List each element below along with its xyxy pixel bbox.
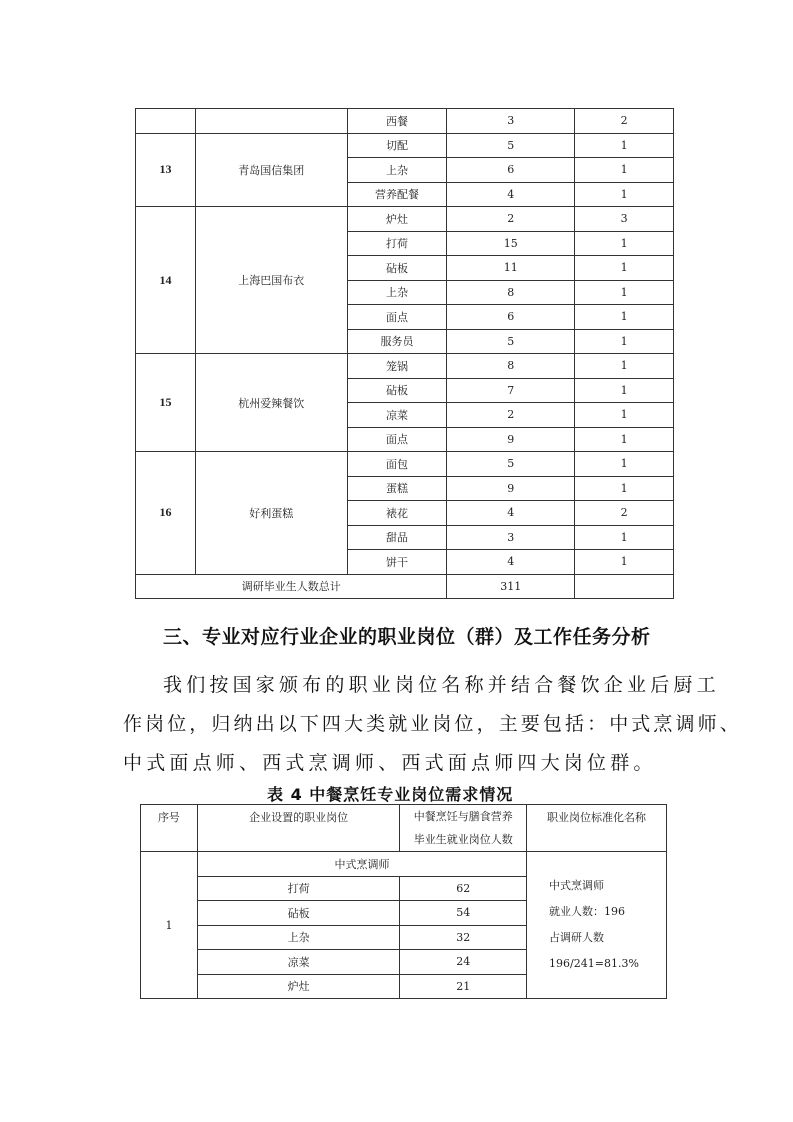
value1-cell: 8 bbox=[447, 354, 575, 379]
company-cell: 好利蛋糕 bbox=[195, 452, 347, 575]
value2-cell: 1 bbox=[575, 476, 674, 501]
value2-cell: 1 bbox=[575, 378, 674, 403]
position-cell: 面点 bbox=[347, 305, 447, 330]
no-cell: 13 bbox=[136, 133, 196, 207]
header-row bbox=[141, 805, 667, 829]
total-extra bbox=[575, 574, 674, 599]
value1-cell: 5 bbox=[447, 133, 575, 158]
value1-cell: 9 bbox=[447, 476, 575, 501]
value2-cell: 1 bbox=[575, 354, 674, 379]
value1-cell: 4 bbox=[447, 182, 575, 207]
position-cell: 炉灶 bbox=[347, 207, 447, 232]
value2-cell: 2 bbox=[575, 501, 674, 526]
value2-cell: 1 bbox=[575, 133, 674, 158]
value2-cell: 1 bbox=[575, 158, 674, 183]
value1-cell: 11 bbox=[447, 256, 575, 281]
position-cell: 裱花 bbox=[347, 501, 447, 526]
position-cell: 炉灶 bbox=[197, 974, 399, 999]
table-title: 表 4 中餐烹饪专业岗位需求情况 bbox=[267, 785, 514, 804]
company-cell bbox=[195, 109, 347, 134]
paragraph-line: 作岗位，归纳出以下四大类就业岗位，主要包括：中式烹调师、 bbox=[123, 713, 742, 735]
value1-cell: 2 bbox=[447, 207, 575, 232]
total-row bbox=[136, 574, 674, 599]
value2-cell: 1 bbox=[575, 280, 674, 305]
position-cell: 西餐 bbox=[347, 109, 447, 134]
category-cell: 中式烹调师 bbox=[197, 852, 526, 877]
position-demand-table bbox=[140, 804, 667, 999]
header-count-line2: 毕业生就业岗位人数 bbox=[400, 828, 527, 852]
position-cell: 上杂 bbox=[197, 925, 399, 950]
header-standard: 职业岗位标准化名称 bbox=[527, 805, 667, 852]
position-cell: 砧板 bbox=[197, 901, 399, 926]
paragraph-line: 我们按国家颁布的职业岗位名称并结合餐饮企业后厨工 bbox=[163, 674, 720, 696]
company-cell: 上海巴国布衣 bbox=[195, 207, 347, 354]
position-cell: 砧板 bbox=[347, 378, 447, 403]
position-cell: 打荷 bbox=[347, 231, 447, 256]
value1-cell: 3 bbox=[447, 109, 575, 134]
position-cell: 砧板 bbox=[347, 256, 447, 281]
table-row bbox=[136, 133, 674, 158]
position-cell: 蛋糕 bbox=[347, 476, 447, 501]
employment-survey-table bbox=[135, 108, 674, 599]
value1-cell: 5 bbox=[447, 329, 575, 354]
standard-name-line: 中式烹调师 bbox=[549, 879, 605, 892]
value1-cell: 6 bbox=[447, 305, 575, 330]
position-cell: 上杂 bbox=[347, 158, 447, 183]
paragraph-line: 中式面点师、西式烹调师、西式面点师四大岗位群。 bbox=[123, 752, 657, 774]
value2-cell: 3 bbox=[575, 207, 674, 232]
table-row bbox=[136, 452, 674, 477]
value2-cell: 1 bbox=[575, 403, 674, 428]
section-heading: 三、专业对应行业企业的职业岗位（群）及工作任务分析 bbox=[163, 626, 651, 648]
value1-cell: 3 bbox=[447, 525, 575, 550]
value1-cell: 9 bbox=[447, 427, 575, 452]
value1-cell: 5 bbox=[447, 452, 575, 477]
table-row bbox=[141, 852, 667, 877]
value1-cell: 4 bbox=[447, 501, 575, 526]
position-cell: 饼干 bbox=[347, 550, 447, 575]
no-cell bbox=[136, 109, 196, 134]
count-cell: 24 bbox=[400, 950, 527, 975]
value2-cell: 2 bbox=[575, 109, 674, 134]
standard-name-cell bbox=[527, 852, 667, 999]
position-cell: 服务员 bbox=[347, 329, 447, 354]
header-count-line1: 中餐烹饪与膳食营养 bbox=[400, 805, 527, 829]
count-cell: 62 bbox=[400, 876, 527, 901]
table-row bbox=[136, 207, 674, 232]
position-cell: 面包 bbox=[347, 452, 447, 477]
position-cell: 笼锅 bbox=[347, 354, 447, 379]
value2-cell: 1 bbox=[575, 427, 674, 452]
table-row bbox=[136, 109, 674, 134]
position-cell: 凉菜 bbox=[347, 403, 447, 428]
value2-cell: 1 bbox=[575, 182, 674, 207]
value2-cell: 1 bbox=[575, 550, 674, 575]
total-value: 311 bbox=[447, 574, 575, 599]
no-cell: 15 bbox=[136, 354, 196, 452]
total-label: 调研毕业生人数总计 bbox=[136, 574, 447, 599]
value1-cell: 7 bbox=[447, 378, 575, 403]
value1-cell: 8 bbox=[447, 280, 575, 305]
standard-name-line: 占调研人数 bbox=[549, 931, 605, 944]
value1-cell: 15 bbox=[447, 231, 575, 256]
header-position: 企业设置的职业岗位 bbox=[197, 805, 399, 852]
table-row bbox=[136, 354, 674, 379]
position-cell: 凉菜 bbox=[197, 950, 399, 975]
count-cell: 21 bbox=[400, 974, 527, 999]
value2-cell: 1 bbox=[575, 525, 674, 550]
value2-cell: 1 bbox=[575, 256, 674, 281]
header-no: 序号 bbox=[141, 805, 198, 852]
count-cell: 32 bbox=[400, 925, 527, 950]
position-cell: 打荷 bbox=[197, 876, 399, 901]
position-cell: 切配 bbox=[347, 133, 447, 158]
value2-cell: 1 bbox=[575, 452, 674, 477]
standard-name-line: 196/241=81.3% bbox=[549, 957, 639, 970]
value1-cell: 2 bbox=[447, 403, 575, 428]
no-cell: 14 bbox=[136, 207, 196, 354]
position-cell: 营养配餐 bbox=[347, 182, 447, 207]
company-cell: 青岛国信集团 bbox=[195, 133, 347, 207]
position-cell: 面点 bbox=[347, 427, 447, 452]
value2-cell: 1 bbox=[575, 305, 674, 330]
value1-cell: 6 bbox=[447, 158, 575, 183]
value1-cell: 4 bbox=[447, 550, 575, 575]
position-cell: 甜品 bbox=[347, 525, 447, 550]
position-cell: 上杂 bbox=[347, 280, 447, 305]
count-cell: 54 bbox=[400, 901, 527, 926]
value2-cell: 1 bbox=[575, 329, 674, 354]
value2-cell: 1 bbox=[575, 231, 674, 256]
no-cell: 1 bbox=[141, 852, 198, 999]
no-cell: 16 bbox=[136, 452, 196, 575]
standard-name-line: 就业人数：196 bbox=[549, 905, 626, 918]
company-cell: 杭州爱辣餐饮 bbox=[195, 354, 347, 452]
